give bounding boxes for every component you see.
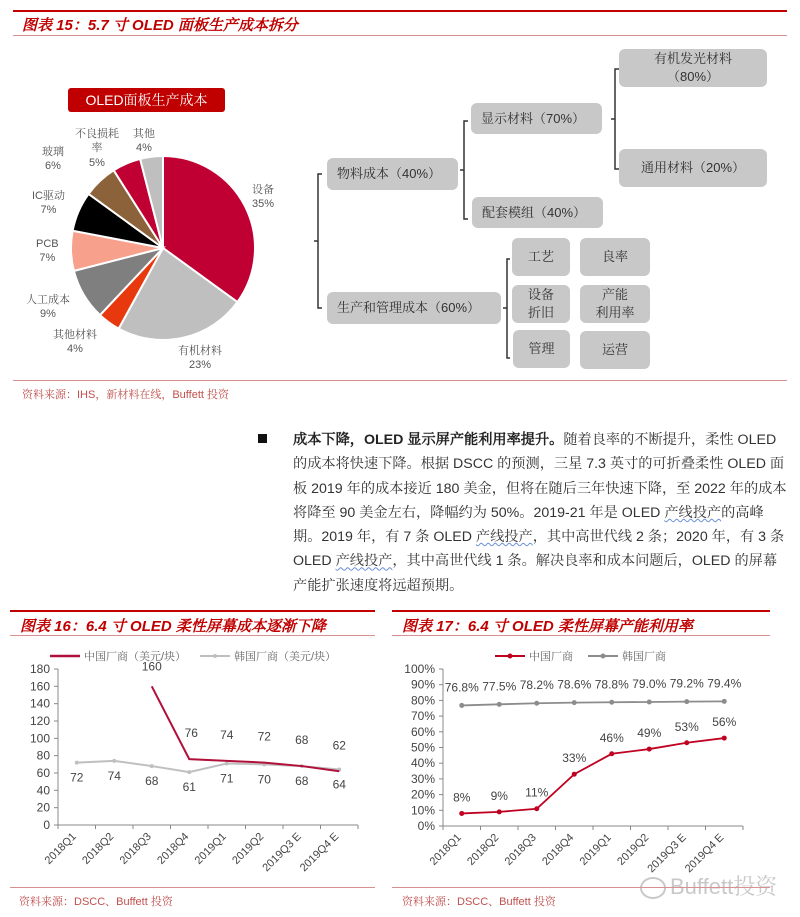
data-label: 78.8%	[594, 677, 629, 692]
y-tick-label: 20	[36, 800, 50, 815]
data-label: 68	[295, 774, 309, 789]
wechat-icon	[640, 877, 666, 899]
factor-operation: 运营	[580, 331, 650, 369]
data-label: 9%	[490, 788, 508, 803]
x-tick-label: 2018Q1	[42, 830, 79, 867]
data-label: 11%	[525, 785, 549, 800]
paragraph-lead: 成本下降，OLED 显示屏产能利用率提升。	[293, 432, 564, 448]
data-label: 74	[220, 727, 234, 742]
svg-text:中国厂商（美元/块）: 中国厂商（美元/块）	[84, 651, 187, 663]
data-label: 64	[332, 777, 346, 792]
data-label: 46%	[599, 730, 624, 745]
x-tick-label: 2019Q3 E	[645, 831, 689, 876]
data-label: 53%	[674, 719, 699, 734]
figure15-title-rule	[13, 35, 787, 36]
x-tick-label: 2019Q2	[230, 830, 267, 867]
x-tick-label: 2018Q2	[80, 830, 117, 867]
figure17-title-rule	[392, 635, 770, 636]
x-tick-label: 2018Q3	[502, 831, 539, 868]
factor-process: 工艺	[512, 238, 570, 276]
figure17-bottom-rule	[392, 887, 770, 888]
data-label: 70	[257, 772, 271, 787]
data-label: 74	[107, 768, 121, 783]
data-label: 71	[220, 771, 234, 786]
x-tick-label: 2019Q4 E	[682, 831, 727, 876]
data-label: 8%	[453, 790, 471, 805]
pie-slices	[71, 156, 255, 340]
y-tick-label: 10%	[410, 803, 435, 818]
y-tick-label: 120	[29, 714, 50, 728]
y-tick-label: 40	[36, 783, 50, 798]
y-tick-label: 20%	[410, 787, 435, 802]
y-tick-label: 0	[43, 818, 50, 832]
y-tick-label: 60%	[410, 724, 435, 739]
y-tick-label: 100	[29, 731, 50, 746]
data-label: 79.2%	[669, 676, 704, 691]
pie-title: OLED面板生产成本	[85, 92, 208, 108]
pie-label-ic-driver: IC驱动 7%	[32, 190, 65, 217]
pie-label-organic: 有机材料 23%	[178, 345, 222, 372]
data-label: 72	[257, 729, 271, 744]
pie-label-glass: 玻璃 6%	[42, 146, 64, 173]
figure15-bottom-rule	[13, 380, 787, 381]
svg-text:韩国厂商（美元/块）: 韩国厂商（美元/块）	[234, 651, 337, 663]
figure17-title: 图表 17：6.4 寸 OLED 柔性屏幕产能利用率	[402, 618, 693, 635]
data-label: 76	[184, 726, 198, 741]
data-label: 49%	[637, 726, 662, 741]
node-organic-emitting: 有机发光材料 （80%）	[619, 49, 767, 87]
y-tick-label: 80%	[410, 693, 435, 708]
spellcheck-underline: 产线投产	[335, 553, 393, 570]
data-label: 78.6%	[557, 677, 592, 692]
chart16-plot	[30, 649, 358, 874]
cost-pie-chart	[0, 80, 300, 380]
x-tick-label: 2018Q4	[155, 830, 192, 867]
y-tick-label: 180	[29, 662, 50, 676]
factor-equip-depreciation: 设备 折旧	[512, 285, 570, 323]
node-general-material: 通用材料（20%）	[619, 149, 767, 187]
y-tick-label: 50%	[410, 740, 435, 755]
utilization-line-chart	[390, 640, 800, 880]
spellcheck-underline: 产线投产	[475, 529, 533, 546]
svg-text:韩国厂商: 韩国厂商	[622, 651, 666, 663]
data-label: 160	[141, 659, 162, 674]
data-label: 61	[182, 780, 196, 795]
pie-label-equipment: 设备 35%	[252, 184, 275, 211]
bullet-square	[258, 434, 267, 443]
y-tick-label: 90%	[410, 677, 435, 692]
node-module: 配套模组（40%）	[472, 197, 603, 228]
factor-management: 管理	[513, 330, 570, 368]
data-label: 79.0%	[632, 676, 667, 691]
y-tick-label: 30%	[410, 771, 435, 786]
data-label: 56%	[712, 715, 737, 730]
x-tick-label: 2019Q3 E	[260, 830, 304, 875]
factor-capacity-utilization: 产能 利用率	[580, 285, 650, 323]
cost-line-chart	[0, 640, 390, 880]
pie-label-other-material: 其他材料 4%	[53, 329, 97, 356]
x-tick-label: 2019Q4 E	[297, 830, 342, 875]
pie-label-labor: 人工成本 9%	[26, 294, 70, 321]
y-tick-label: 160	[29, 679, 50, 694]
spellcheck-underline: 产线投产	[664, 504, 722, 521]
x-tick-label: 2019Q1	[577, 831, 614, 868]
figure16-top-rule	[10, 610, 375, 612]
y-tick-label: 70%	[410, 709, 435, 724]
figure15-title: 图表 15：5.7 寸 OLED 面板生产成本拆分	[22, 17, 298, 34]
y-tick-label: 140	[29, 696, 50, 711]
y-tick-label: 100%	[404, 662, 435, 676]
figure16-bottom-rule	[10, 887, 375, 888]
figure17-source: 资料来源：DSCC、Buffett 投资	[402, 896, 556, 908]
data-label: 68	[145, 774, 159, 789]
figure17-top-rule	[392, 610, 770, 612]
svg-text:中国厂商: 中国厂商	[529, 651, 573, 663]
pie-label-defect-loss: 不良损耗率 5%	[75, 128, 119, 169]
x-tick-label: 2018Q1	[427, 831, 464, 868]
data-label: 78.2%	[519, 678, 554, 693]
y-tick-label: 60	[36, 766, 50, 780]
node-production-mgmt-cost: 生产和管理成本（60%）	[327, 292, 501, 324]
series-china	[152, 686, 340, 771]
factor-yield: 良率	[580, 238, 650, 276]
watermark: Buffett投资	[640, 870, 777, 901]
figure16-source: 资料来源：DSCC、Buffett 投资	[19, 896, 173, 908]
data-label: 77.5%	[482, 679, 517, 694]
data-label: 33%	[562, 751, 587, 766]
figure16-title: 图表 16：6.4 寸 OLED 柔性屏幕成本逐渐下降	[20, 618, 326, 635]
figure16-title-rule	[10, 635, 375, 636]
x-tick-label: 2018Q4	[540, 831, 577, 868]
body-paragraph: 成本下降，OLED 显示屏产能利用率提升。随着良率的不断提升，柔性 OLED 的成本将快速下降。根据 DSCC 的预测，三星 7.3 英寸的可折叠柔性 OLED 面板 2019 年的成本接近 180 美金，但将在随后三年快速下降，至 2022 年的成本将降至 90 美金左右，降幅约为 50%。2019-21 年是 OLED 产线投产的高峰期。2019 年，有 7 条 OLED 产线投产，其中高世代线 2 条；2020 年，有 3 条 OLED 产线投产，其中高世代线 1 条。解决良率和成本问题后，OLED 的屏幕产能扩张速度将远超预期。	[293, 432, 787, 594]
chart17-legend	[495, 649, 666, 663]
data-label: 76.8%	[444, 680, 479, 695]
figure15-source: 资料来源：IHS，新材料在线，Buffett 投资	[22, 389, 229, 401]
chart16-legend	[50, 649, 336, 663]
x-tick-label: 2019Q2	[615, 831, 652, 868]
y-tick-label: 40%	[410, 756, 435, 771]
data-label: 62	[332, 738, 346, 753]
x-tick-label: 2018Q3	[117, 830, 154, 867]
data-label: 72	[70, 770, 84, 785]
figure15-top-rule	[13, 10, 787, 12]
x-tick-label: 2018Q2	[465, 831, 502, 868]
y-tick-label: 80	[36, 748, 50, 763]
data-label: 79.4%	[707, 676, 742, 691]
pie-label-other: 其他 4%	[133, 128, 155, 155]
y-tick-label: 0%	[417, 819, 435, 833]
data-label: 68	[295, 733, 309, 748]
node-display-material: 显示材料（70%）	[471, 103, 602, 134]
x-tick-label: 2019Q1	[192, 830, 229, 867]
node-material-cost: 物料成本（40%）	[327, 158, 458, 190]
pie-label-pcb: PCB 7%	[36, 238, 59, 265]
chart17-plot	[404, 649, 743, 875]
